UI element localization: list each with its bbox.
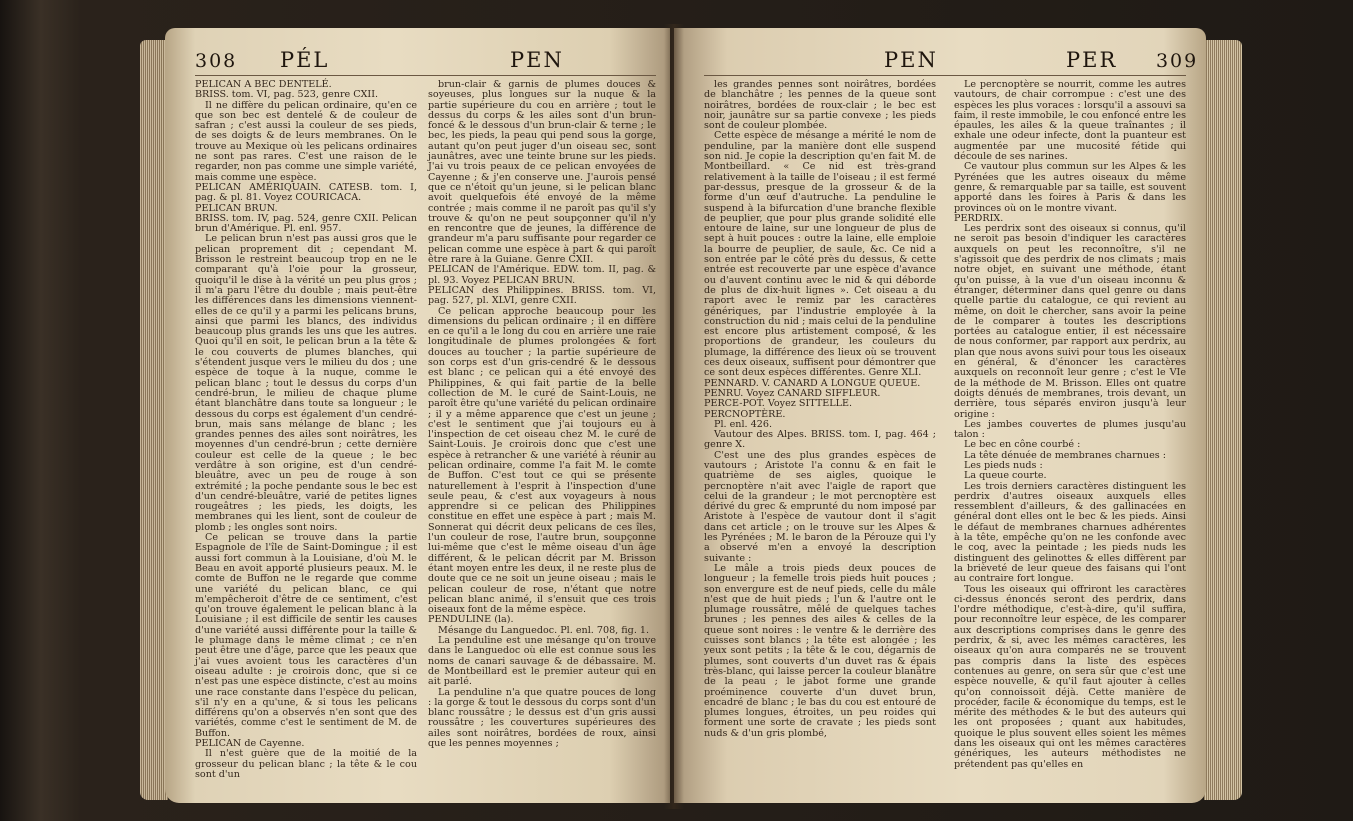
paragraph: PELICAN de l'Amérique. EDW. tom. II, pag. & pl. 93. Voyez PELICAN BRUN.: [428, 264, 656, 286]
paragraph: Pl. enl. 426.: [714, 418, 773, 430]
paragraph: BRISS. tom. VI, pag. 523, genre CXII.: [195, 89, 379, 101]
right-page-head-left: PEN: [884, 48, 938, 72]
paragraph: La penduline n'a que quatre pouces de long : la gorge & tout le dessous du corps sont d'un blanc roussâtre ; le dessus est d'un gris aussi roussâtre ; les couvertures supérieures des ailes sont noirâtres, bordées de roux, ainsi que les pennes moyennes ;: [428, 686, 656, 749]
paragraph: les grandes pennes sont noirâtres, bordées de blanchâtre ; les pennes de la queue sont noirâtres, bordées de roux-clair ; le bec est noir, jaunâtre sur sa partie convexe ; les pieds sont de couleur plombée.: [704, 79, 936, 132]
paragraph: PELICAN BRUN.: [195, 202, 278, 214]
right-page-number: 309: [1155, 50, 1199, 72]
paragraph: Ce pelican approche beaucoup pour les dimensions du pelican ordinaire ; il en diffère en ce qu'il a le long du cou en arrière une raie longitudinale de plumes prolongées & fort douces au toucher ; la partie supérieure de son corps est d'un gris-cendré & le dessous est blanc ; ce pelican qui a été envoyé des Philippines, & qui fait partie de la belle collection de M. le curé de Saint-Louis, ne paroît être qu'une variété du pelican ordinaire ; il y a même apparence que c'est un jeune ; c'est le sentiment que j'ai toujours eu à l'inspection de cet oiseau chez M. le curé de Saint-Louis. Je croirois donc que c'est une espèce à retrancher & une variété à réunir au pelican ordinaire, comme l'a fait M. le comte de Buffon. C'est tout ce qui se présente naturellement à l'esprit à l'inspection d'une seule peau, & c'est aux voyageurs à nous apprendre si ce pelican des Philippines constitue en effet une espèce à part ; mais M. Sonnerat qui décrit deux pelicans de ces îles, l'un couleur de rose, l'autre brun, soupçonne lui-même que c'est le même oiseau d'un âge différent, & le pelican décrit par M. Brisson étant moyen entre les deux, il ne reste plus de doute que ce ne soit un jeune oiseau ; mais le pelican couleur de rose, n'étant que notre pelican blanc animé, il s'ensuit que ces trois oiseaux font de la même espèce.: [428, 305, 656, 616]
paragraph: PENRU. Voyez CANARD SIFFLEUR.: [704, 387, 881, 399]
paragraph: Mésange du Languedoc. Pl. enl. 708, fig. 1.: [438, 624, 650, 636]
paragraph: La tête dénuée de membranes charnues :: [964, 449, 1166, 461]
book-spine: [664, 24, 684, 809]
paragraph: Le bec en cône courbé :: [964, 439, 1081, 451]
paragraph: brun-clair & garnis de plumes douces & soyeuses, plus longues sur la nuque & la partie supérieure du cou en arrière ; tout le dessus du corps & les ailes sont d'un brun-foncé & le dessous d'un brun-clair & terne ; le bec, les pieds, la peau qui pend sous la gorge, autant qu'on peut juger d'un oiseau sec, sont jaunâtres, avec une teinte brune sur les pieds. J'ai vu trois peaux de ce pelican envoyées de Cayenne ; & j'en conserve une. J'aurois pensé que ce n'étoit qu'un jeune, si le pelican blanc avoit quelquefois été envoyé de la même contrée ; mais comme il ne paroît pas qu'il s'y trouve & qu'on ne peut soupçonner qu'il n'y en rencontre que de jeunes, la différence de grandeur m'a paru suffisante pour regarder ce pelican comme une espèce à part & qui paroît être rare à la Guiane. Genre CXII.: [428, 79, 656, 266]
paragraph: PELICAN des Philippines. BRISS. tom. VI, pag. 527, pl. XLVI, genre CXII.: [428, 284, 656, 307]
paragraph: Le percnoptère se nourrit, comme les autres vautours, de chair corrompue : c'est une des espèces les plus voraces : lorsqu'il a assouvi sa faim, il reste immobile, le cou enfoncé entre les épaules, les ailes & la queue traînantes ; il exhale une odeur infecte, dont la puanteur est augmentée par une mucosité fétide qui découle de ses narines.: [954, 79, 1186, 163]
left-page-head-left: PÉL: [279, 48, 330, 72]
left-page-column-2: [428, 80, 656, 749]
paragraph: PERCE-POT. Voyez SITTELLE.: [704, 398, 853, 410]
right-page: [674, 28, 1206, 803]
paragraph: PELICAN de Cayenne.: [195, 738, 305, 749]
page-edges-left: [140, 40, 168, 800]
paragraph: PENDULINE (la).: [428, 614, 514, 626]
paragraph: Tous les oiseaux qui offriront les caractères ci-dessus énoncés seront des perdrix, dans l'ordre méthodique, c'est-à-dire, qu'il suffira, pour reconnoître leur espèce, de les comparer aux descriptions comprises dans le genre des perdrix, & si, avec les mêmes caractères, les oiseaux qu'on aura comparés ne se trouvent pas compris dans la liste des espèces contenues au genre, on sera sûr que c'est une espèce nouvelle, & qu'il faut ajouter à celles qu'on connoissoit déjà. Cette manière de procéder, facile & économique du temps, est le mérite des méthodes & le but des auteurs qui les ont proposées ; quant aux habitudes, quoique le plus souvent elles soient les mêmes dans les oiseaux qui ont les mêmes caractères génériques, les auteurs méthodistes ne prétendent pas qu'elles en: [954, 583, 1186, 770]
paragraph: La penduline est une mésange qu'on trouve dans le Languedoc où elle est connue sous les noms de canari sauvage & de débassaire. M. de Montbeillard est le premier auteur qui en ait parlé.: [428, 635, 656, 688]
paragraph: Le pelican brun n'est pas aussi gros que le pelican proprement dit ; cependant M. Brisson le restreint beaucoup trop en ne le comparant qu'à l'oie pour la grosseur, quoiqu'il le dise à la vérité un peu plus gros ; il m'a paru l'être du double ; mais peut-être les différences dans les dimensions viennent-elles de ce qu'il y a parmi les pelicans bruns, ainsi que parmi les blancs, des individus beaucoup plus grands les uns que les autres. Quoi qu'il en soit, le pelican brun a la tête & le cou couverts de plumes blanches, qui s'étendent jusque vers le milieu du dos ; une espèce de toque à la nuque, comme le pelican blanc ; tout le dessus du corps d'un cendré-brun, le milieu de chaque plume étant blanchâtre dans toute sa longueur ; le dessous du corps est également d'un cendré-brun, mais sans mélange de blanc ; les grandes pennes des ailes sont noirâtres, les moyennes d'un cendré-brun ; cette dernière couleur est celle de la queue ; le bec verdâtre à son origine, est d'un cendré-bleuâtre, avec un peu de rouge à son extrémité ; la poche pendante sous le bec est d'un cendré-bleuâtre, varié de petites lignes rougeâtres ; les pieds, les doigts, les membranes qui les lient, sont de couleur de plomb ; les ongles sont noirs.: [195, 233, 417, 533]
left-page: [165, 28, 670, 803]
paragraph: Les jambes couvertes de plumes jusqu'au talon :: [954, 418, 1186, 441]
left-page-number: 308: [195, 50, 238, 72]
right-page-rule: [704, 75, 1186, 76]
paragraph: PELICAN AMÉRIQUAIN. CATESB. tom. I, pag. & pl. 81. Voyez COURICACA.: [195, 181, 417, 204]
right-page-header: [1066, 48, 1198, 74]
paragraph: PERCNOPTÈRE.: [704, 408, 786, 420]
paragraph: Ce vautour plus commun sur les Alpes & les Pyrénées que les autres oiseaux du même genre, & remarquable par sa taille, est souvent apporté dans les foires à Paris & dans les provinces où on le montre vivant.: [954, 161, 1186, 214]
left-page-rule: [195, 75, 656, 76]
paragraph: Cette espèce de mésange a mérité le nom de penduline, par la manière dont elle suspend son nid. Je copie la description qu'en fait M. de Montbeillard. « Ce nid est très-grand relativement à la taille de l'oiseau ; il est fermé par-dessus, presque de la grosseur & de la forme d'un œuf d'autruche. La penduline le suspend à la bifurcation d'une branche flexible de peuplier, que pour plus grande solidité elle entoure de laine, sur une longueur de plus de sept à huit pouces : outre la laine, elle emploie la bourre de peuplier, de saule, &c. Ce nid a son entrée par le côté près du dessus, & cette entrée est recouverte par une espèce d'avance ou d'auvent continu avec le nid & qui déborde de plus de dix-huit lignes ». Cet oiseau a du raport avec le remiz par les caractères génériques, par l'industrie employée à la construction du nid ; mais celui de la penduline est encore plus artistement composé, & les proportions de grandeur, les couleurs du plumage, la différence des lieux où se trouvent ces deux oiseaux, suffisent pour démontrer que ce sont deux espèces différentes. Genre XLI.: [704, 130, 936, 379]
left-page-head-right: PEN: [510, 48, 564, 72]
right-page-head-right: PER: [1066, 48, 1118, 72]
paragraph: Le mâle a trois pieds deux pouces de longueur ; la femelle trois pieds huit pouces ; son envergure est de neuf pieds, celle du mâle n'est que de huit pieds ; l'un & l'autre ont le plumage roussâtre, mêlé de quelques taches brunes ; les pennes des ailes & celles de la queue sont noires : le ventre & le derrière des cuisses sont blancs ; la tête est alongée ; les yeux sont petits ; la tête & le cou, dégarnis de plumes, sont couverts d'un duvet ras & épais très-blanc, qui laisse percer la couleur blanâtre de la peau ; le jabot forme une grande proéminence couverte d'un duvet brun, encadré de blanc ; le bas du cou est entouré de plumes longues, étroites, un peu roides qui forment une sorte de cravate ; les pieds sont nuds & d'un gris plombé,: [704, 562, 936, 739]
paragraph: Vautour des Alpes. BRISS. tom. I, pag. 464 ; genre X.: [704, 429, 936, 451]
right-page-column-1: [704, 80, 936, 739]
paragraph: Ce pelican se trouve dans la partie Espagnole de l'île de Saint-Domingue ; il est aussi fort commun à la Louisiane, d'où M. le Beau en avoit apporté plusieurs peaux. M. le comte de Buffon ne le regarde que comme une variété du pelican blanc, ce qui m'empêcheroit d'être de ce sentiment, c'est qu'on trouve également le pelican blanc à la Louisiane ; il est difficile de sentir les causes d'une variété aussi différente pour la taille & le plumage dans le même climat ; ce n'en peut être une d'âge, parce que les peaux que j'ai vues avoient tous les caractères d'un oiseau adulte : je croirois donc, que si ce n'est pas une espèce distincte, c'est au moins une race constante dans l'espèce du pelican, s'il n'y en a qu'une, & si tous les pelicans différens qu'on a observés n'en sont que des variétés, comme c'est le sentiment de M. de Buffon.: [195, 532, 417, 739]
right-page-column-2: [954, 80, 1186, 770]
paragraph: C'est une des plus grandes espèces de vautours ; Aristote l'a connu & en fait le quatrième de ses aigles, quoique le percnoptère n'ait avec l'aigle de raport que celui de la grandeur ; le mot percnoptère est dérivé du grec & emprunté du nom imposé par Aristote à l'espèce de vautour dont il s'agit dans cet article ; on le trouve sur les Alpes & les Pyrénées ; M. le baron de la Pérouze qui l'y a observé m'en a envoyé la description suivante :: [704, 449, 936, 564]
paragraph: PELICAN A BEC DENTELÉ.: [195, 79, 332, 90]
paragraph: PENNARD. V. CANARD A LONGUE QUEUE.: [704, 377, 921, 389]
paragraph: Il ne diffère du pelican ordinaire, qu'en ce que son bec est dentelé & de couleur de safran ; c'est aussi la couleur de ses pieds, de ses doigts & de leurs membranes. On le trouve au Mexique où les pelicans ordinaires ne sont pas rares. C'est une raison de le regarder, non pas comme une simple variété, mais comme une espèce.: [195, 99, 417, 183]
paragraph: La queue courte.: [964, 470, 1047, 482]
paragraph: Les pieds nuds :: [964, 459, 1043, 471]
paragraph: Il n'est guère que de la moitié de la grosseur du pelican blanc ; la tête & le cou sont d'un: [195, 748, 417, 780]
paragraph: BRISS. tom. IV, pag. 524, genre CXII. Pelican brun d'Amérique. Pl. enl. 957.: [195, 212, 417, 235]
paragraph: Les perdrix sont des oiseaux si connus, qu'il ne seroit pas besoin d'indiquer les caractères auxquels on peut les reconnoître, s'il ne s'agissoit que des perdrix de nos climats ; mais notre objet, en suivant une méthode, étant qu'on puisse, à la vue d'un oiseau inconnu & étranger, déterminer dans quel genre ou dans quelle partie du catalogue, ce qui revient au même, on doit le chercher, sans avoir la peine de le comparer à toutes les descriptions portées au catalogue entier, il est nécessaire de nous conformer, par rapport aux perdrix, au plan que nous avons suivi pour tous les oiseaux en général, & d'énoncer les caractères auxquels on reconnoît leur genre ; c'est le VIe de la méthode de M. Brisson. Elles ont quatre doigts dénués de membranes, trois devant, un derrière, tous séparés environ jusqu'à leur origine :: [954, 223, 1186, 420]
left-page-header: [195, 48, 329, 74]
page-edges-right: [1204, 40, 1242, 800]
paragraph: PERDRIX.: [954, 212, 1004, 224]
paragraph: Les trois derniers caractères distinguent les perdrix d'autres oiseaux auxquels elles ressemblent d'ailleurs, & des gallinacées en général dont elles ont le bec & les pieds. Ainsi le défaut de membranes charnues adhérentes à la tête, empêche qu'on ne les confonde avec le coq, avec la peintade ; les pieds nuds les distinguent des gelinottes & elles diffèrent par la brièveté de leur queue des faisans qui l'ont au contraire fort longue.: [954, 480, 1186, 585]
left-page-column-1: [195, 80, 417, 780]
